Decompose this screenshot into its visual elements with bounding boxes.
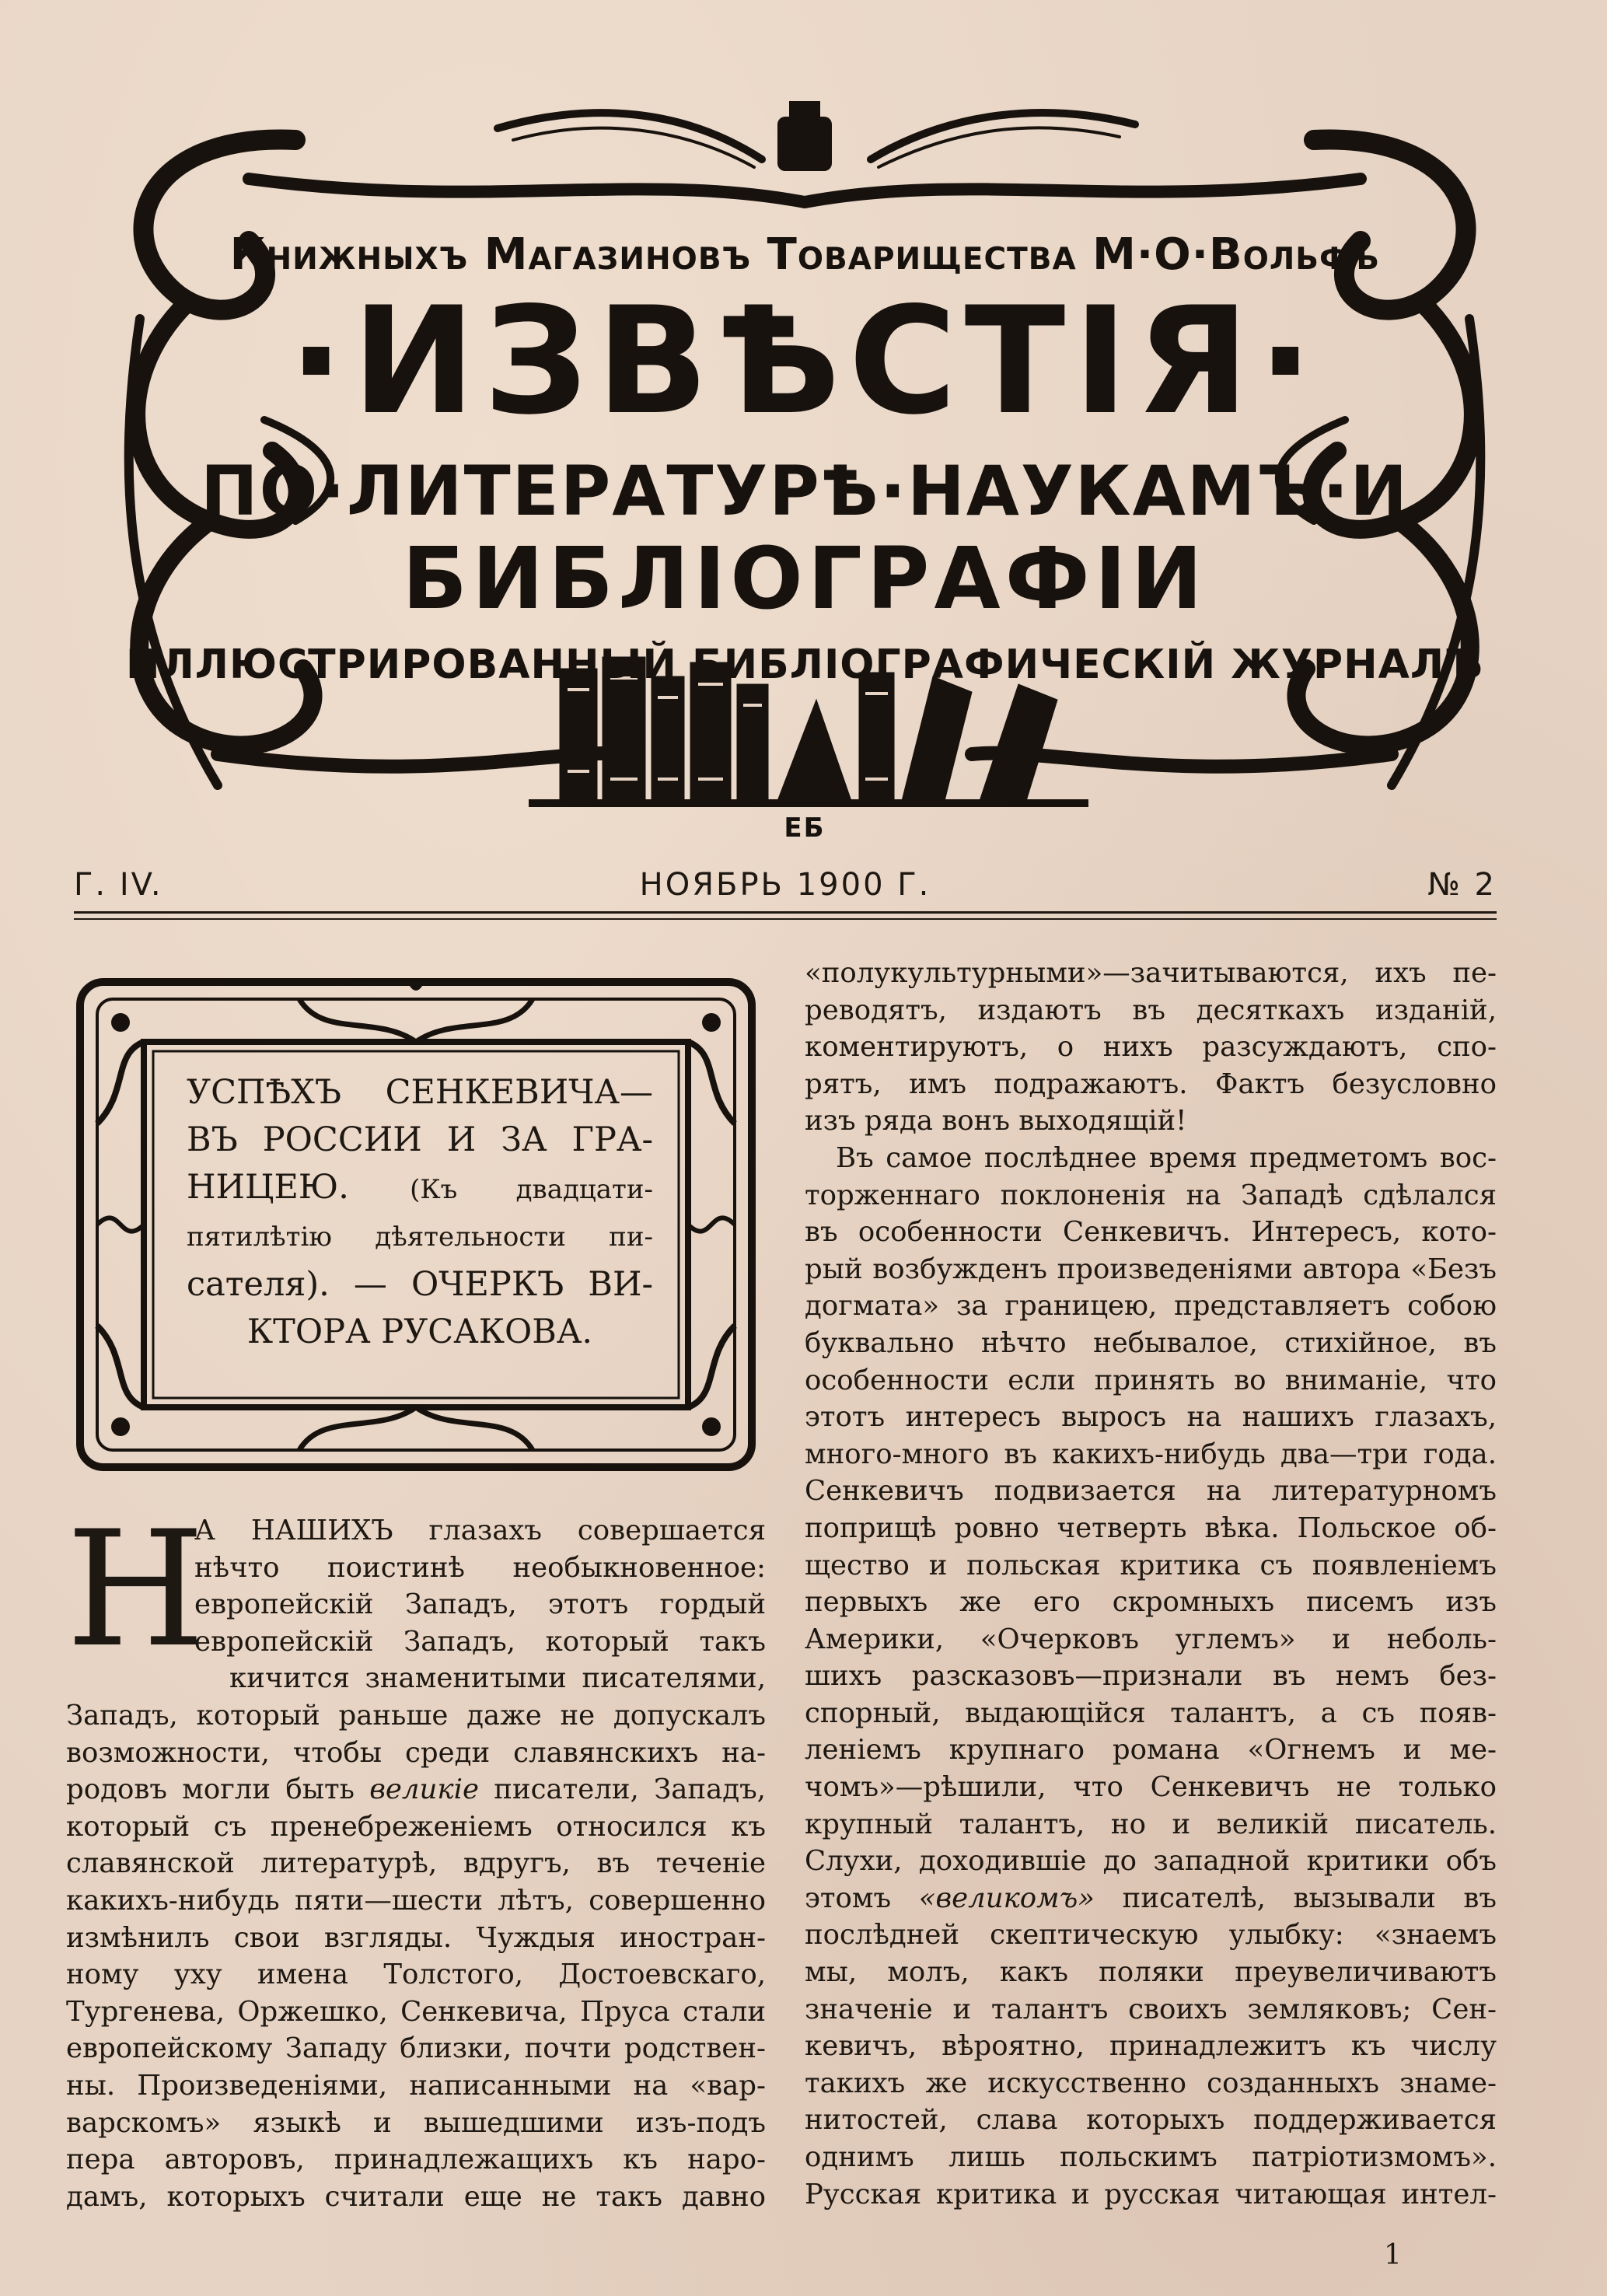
text-line: варскомъ» языкѣ и вышедшими изъ-подъ — [66, 2106, 766, 2139]
text-line: много-много въ какихъ-нибудь два—три года. — [805, 1438, 1497, 1470]
text-line: Слухи, доходившіе до западной критики объ — [805, 1845, 1497, 1878]
text-line: возможности, чтобы среди славянскихъ на- — [66, 1736, 766, 1769]
text-line: кевичъ, вѣроятно, принадлежитъ къ числу — [805, 2030, 1497, 2063]
text-line: особенности если принять во вниманіе, что — [805, 1364, 1497, 1396]
page-number: 1 — [1384, 2239, 1402, 2271]
heading-line: ВЪ РОССИИ И ЗА ГРА- — [187, 1120, 653, 1159]
article-body-left — [66, 1497, 766, 2215]
text-line: рятъ, имъ подражаютъ. Фактъ безусловно — [805, 1068, 1497, 1100]
italic-word: «великомъ» — [918, 1882, 1095, 1914]
article-heading-frame — [66, 968, 766, 1481]
text-line: Сенкевичъ подвизается на литературномъ — [805, 1475, 1497, 1508]
text-line: этотъ интересъ выросъ на нашихъ глазахъ, — [805, 1401, 1497, 1434]
text-line: однимъ лишь польскимъ патріотизмомъ». — [805, 2141, 1497, 2173]
text-line: А НАШИХЪ глазахъ совершается — [194, 1515, 766, 1546]
text-line: который съ пренебреженіемъ относился къ — [66, 1810, 766, 1843]
article-heading — [187, 1069, 653, 1356]
text-line: европейскому Западу близки, почти родствен- — [66, 2032, 766, 2065]
text-line: шихъ разсказовъ—признали въ немъ без- — [805, 1660, 1497, 1693]
text-span: писатели, Западъ, — [494, 1774, 766, 1806]
text-span: писателѣ, вызывали въ — [1122, 1882, 1497, 1914]
text-line: первыхъ же его скромныхъ писемъ изъ — [805, 1586, 1497, 1619]
text-line: кичится знаменитыми писателями, — [229, 1662, 766, 1695]
drop-cap: Н — [66, 1497, 205, 1683]
text-line: измѣнилъ свои взгляды. Чуждыя иностран- — [66, 1921, 766, 1954]
text-line: нитостей, слава которыхъ поддерживается — [805, 2104, 1497, 2137]
text-line: мы, молъ, какъ поляки преувеличиваютъ — [805, 1956, 1497, 1989]
text-line-group — [66, 1771, 766, 1808]
text-line: поприщѣ ровно четверть вѣка. Польское об- — [805, 1511, 1497, 1544]
text-line: леніемъ крупнаго романа «Огнемъ и ме- — [805, 1734, 1497, 1767]
text-line: ному уху имена Толстого, Достоевскаго, — [66, 1959, 766, 1991]
text-line: Въ самое послѣднее время предметомъ вос- — [836, 1141, 1497, 1174]
text-line: торженнаго поклоненія на Западѣ сдѣлался — [805, 1179, 1497, 1211]
text-line: Западъ, который раньше даже не допускалъ — [66, 1699, 766, 1732]
issue-year: Г. IV. — [74, 867, 163, 903]
illustrator-monogram: ЕБ — [784, 813, 826, 844]
italic-word: великіе — [369, 1774, 479, 1806]
text-line: крупный талантъ, но и великій писатель. — [805, 1808, 1497, 1840]
issue-date: НОЯБРЬ 1900 Г. — [639, 867, 931, 903]
text-line: «полукультурными»—зачитываются, ихъ пе- — [805, 957, 1497, 989]
text-line: нѣчто поистинѣ необыкновенное: — [194, 1551, 766, 1584]
heading-line-group — [187, 1164, 653, 1214]
heading-line: УСПѢХЪ СЕНКЕВИЧА— — [187, 1073, 653, 1112]
text-line: значеніе и талантъ своихъ земляковъ; Сен- — [805, 1993, 1497, 2025]
text-line: въ особенности Сенкевичъ. Интересъ, кото- — [805, 1216, 1497, 1249]
text-line: дамъ, которыхъ считали еще не такъ давно — [66, 2180, 766, 2213]
text-line: Тургенева, Оржешко, Сенкевича, Пруса стали — [66, 1995, 766, 2028]
journal-title: ·ИЗВѢСТІЯ· — [288, 275, 1322, 447]
text-line: спорный, выдающійся талантъ, а съ появ- — [805, 1697, 1497, 1729]
text-span: этомъ — [805, 1882, 892, 1914]
heading-line: (Къ двадцати- — [410, 1174, 653, 1205]
header-rule-thin — [74, 918, 1497, 920]
text-line: европейскій Западъ, который такъ — [194, 1625, 766, 1658]
text-line: ны. Произведеніями, написанными на «вар- — [66, 2069, 766, 2102]
text-line: коментируютъ, о нихъ разсуждаютъ, спо- — [805, 1031, 1497, 1064]
text-line: какихъ-нибудь пяти—шести лѣтъ, совершенно — [66, 1884, 766, 1917]
journal-subtitle-line2: БИБЛІОГРАФІИ — [402, 529, 1207, 628]
text-line: пера авторовъ, принадлежащихъ къ наро- — [66, 2144, 766, 2176]
text-line: Русская критика и русская читающая интел- — [805, 2178, 1497, 2210]
text-line: догмата» за границею, представляетъ собою — [805, 1290, 1497, 1323]
text-line: щество и польская критика съ появленіемъ — [805, 1549, 1497, 1581]
masthead — [93, 86, 1516, 847]
journal-subtitle-line1: ПО·ЛИТЕРАТУРѢ·НАУКАМЪ·И — [200, 451, 1410, 531]
heading-line: пятилѣтію дѣятельности пи- — [187, 1221, 653, 1253]
text-line: послѣдней скептическую улыбку: «знаемъ — [805, 1919, 1497, 1952]
text-line: такихъ же искусственно созданныхъ знаме- — [805, 2067, 1497, 2099]
text-span: родовъ могли быть — [66, 1774, 355, 1806]
text-line: изъ ряда вонъ выходящій! — [805, 1105, 1187, 1138]
header-rule — [74, 911, 1497, 914]
issue-line — [74, 867, 1497, 914]
text-line: славянской литературѣ, вдругъ, въ теченіе — [66, 1847, 766, 1880]
text-line: рый возбужденъ произведеніями автора «Безъ — [805, 1253, 1497, 1285]
text-line: европейскій Западъ, этотъ гордый — [194, 1588, 766, 1621]
text-line: буквально нѣчто небывалое, стихійное, въ — [805, 1326, 1497, 1359]
heading-line: сателя). — ОЧЕРКЪ ВИ- — [187, 1265, 653, 1304]
publisher-name: Книжныхъ Магазиновъ Товарищества М·О·Вольфъ — [229, 229, 1380, 280]
text-line-group — [805, 1880, 1497, 1917]
text-line: Америки, «Очерковъ углемъ» и неболь- — [805, 1623, 1497, 1655]
journal-tagline: ИЛЛЮСТРИРОВАННЫЙ БИБЛІОГРАФИЧЕСКІЙ ЖУРНАЛЪ — [126, 641, 1483, 688]
heading-line: НИЦЕЮ. — [187, 1168, 349, 1207]
heading-line: КТОРА РУСАКОВА. — [246, 1312, 593, 1351]
article-body-right — [805, 955, 1497, 2213]
text-line: реводятъ, издаютъ въ десяткахъ изданій, — [805, 994, 1497, 1026]
text-line: чомъ»—рѣшили, что Сенкевичъ не только — [805, 1771, 1497, 1804]
issue-number: № 2 — [1427, 867, 1497, 903]
